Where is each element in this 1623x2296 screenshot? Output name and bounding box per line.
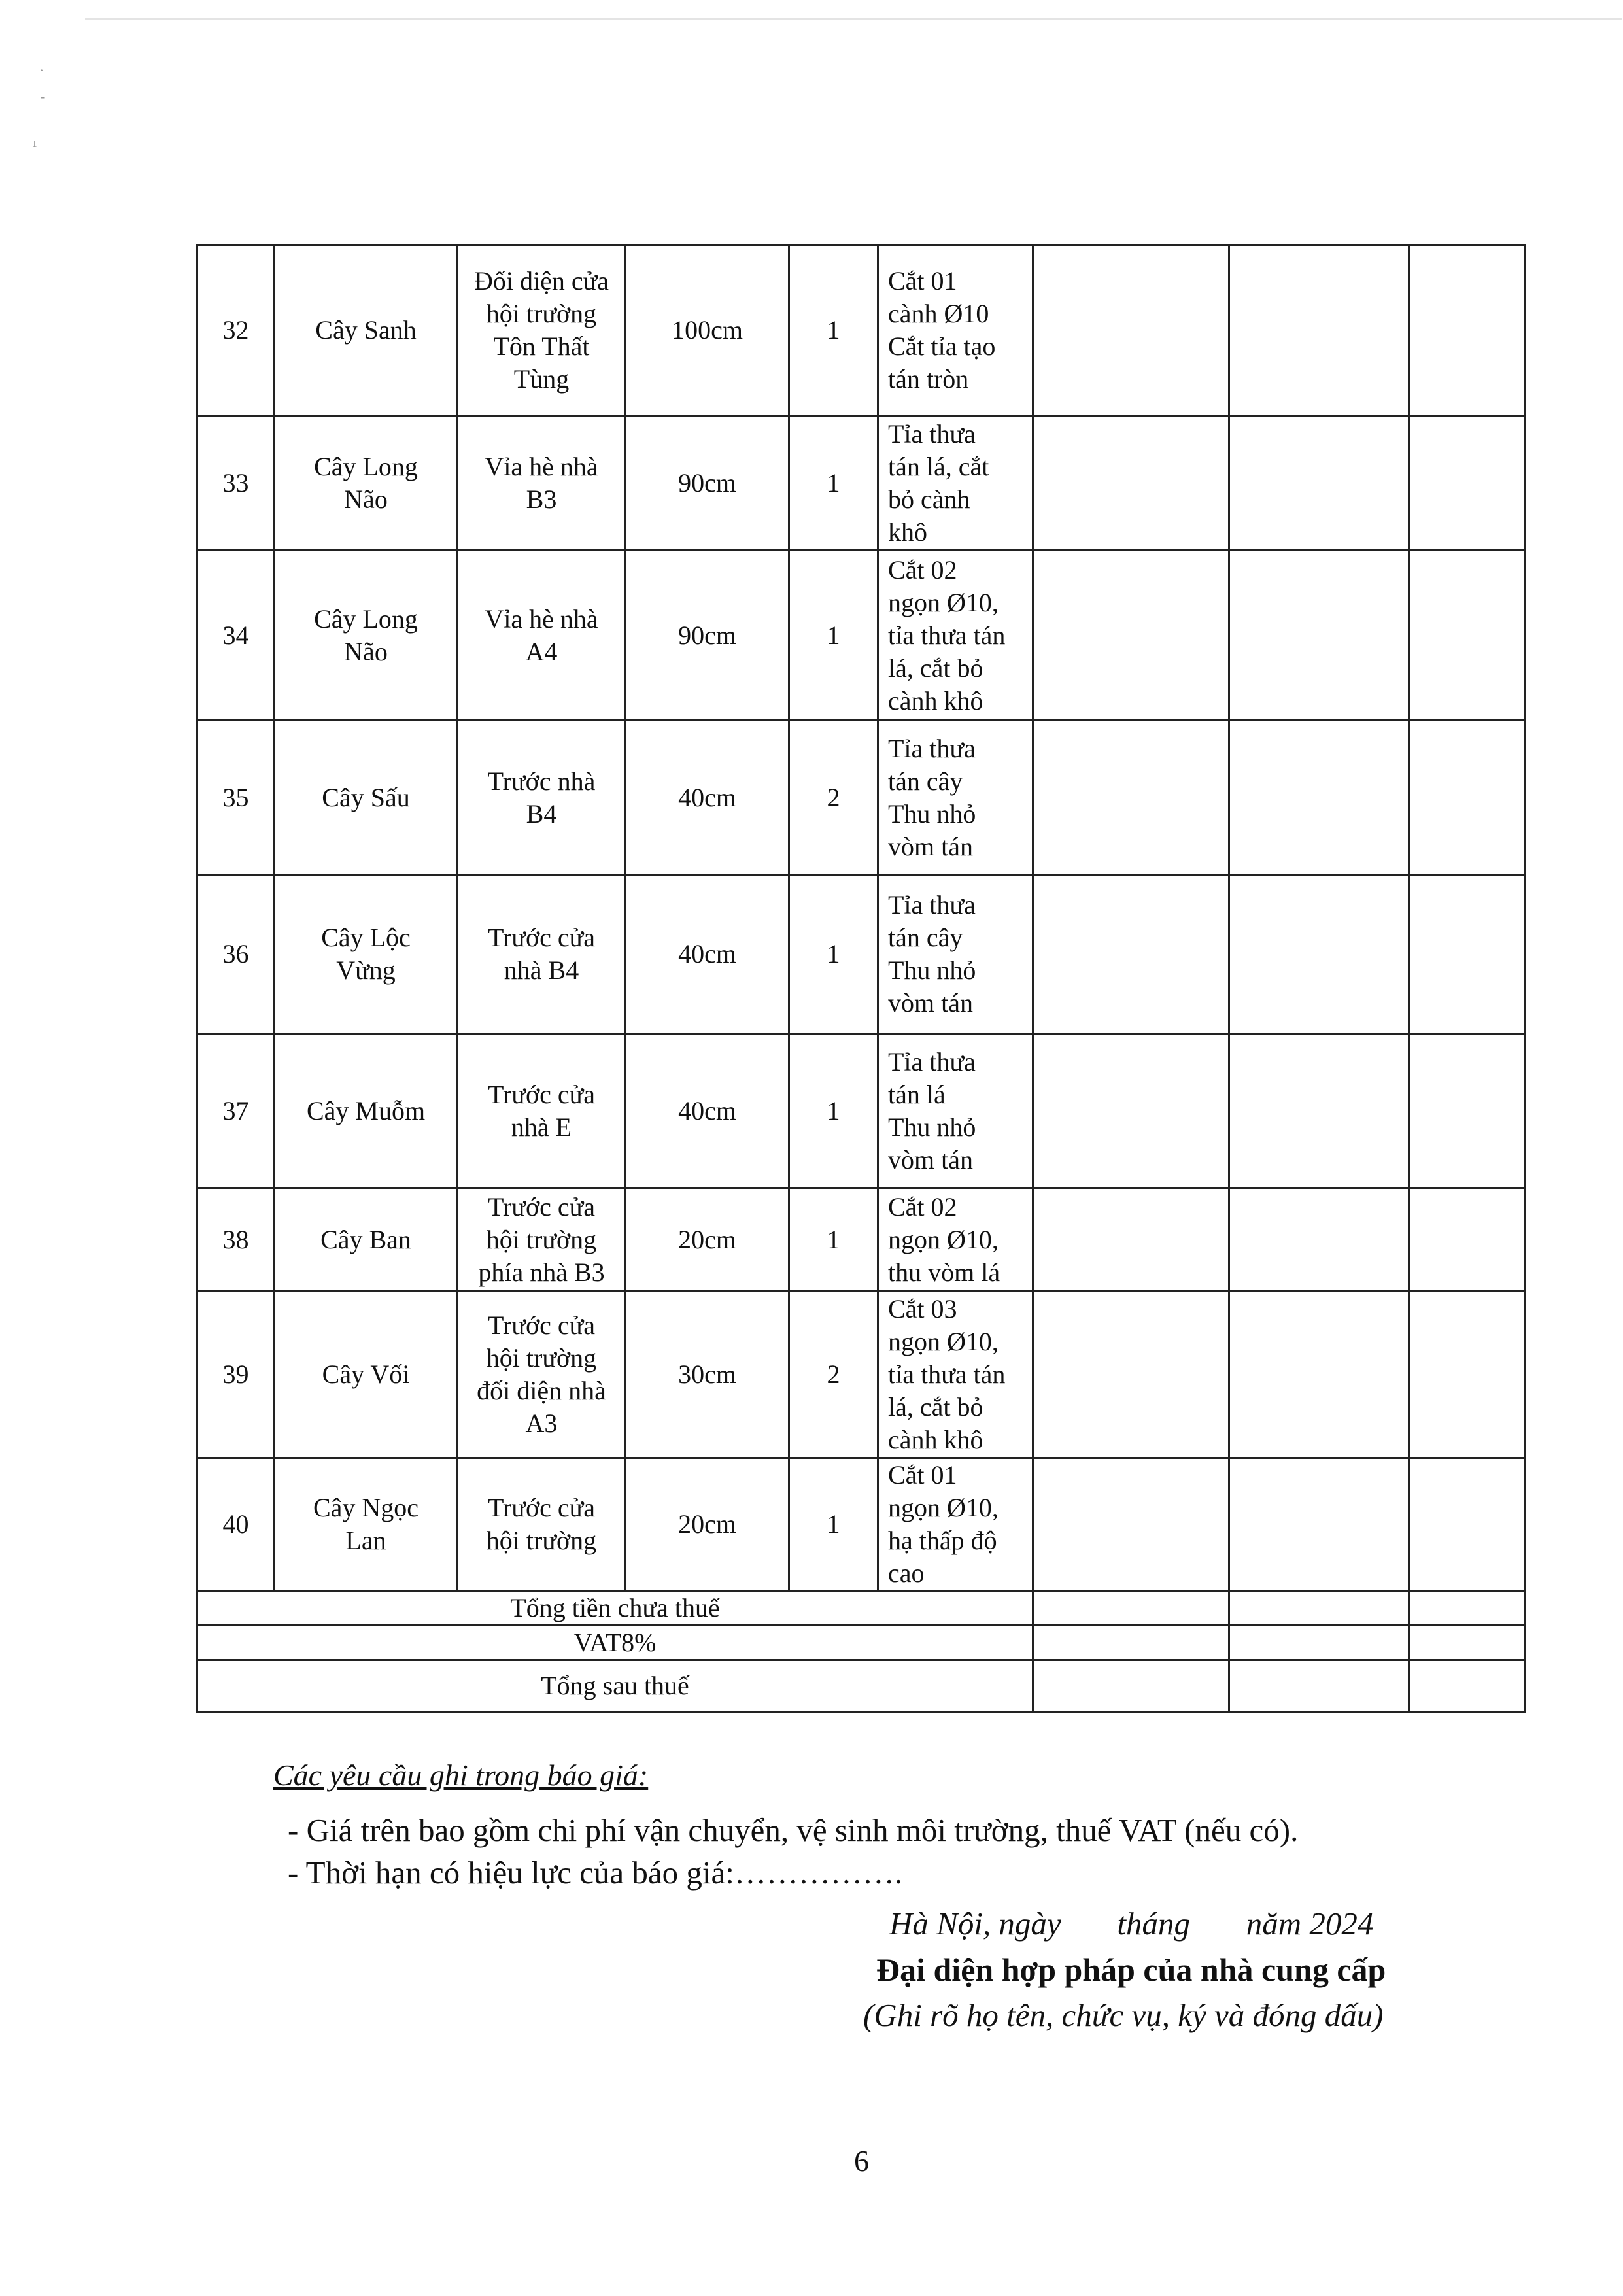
cell-work-line: vòm tán (888, 831, 973, 861)
cell-size: 90cm (626, 551, 789, 721)
cell-location-line: B3 (526, 484, 557, 514)
cell-name-line: Cây Vối (322, 1360, 410, 1389)
cell-empty (1409, 1292, 1525, 1458)
cell-work-line: cao (888, 1558, 925, 1588)
cell-no: 35 (197, 721, 275, 875)
vat-extra (1229, 1626, 1409, 1660)
cell-work-line: Cắt 01 (888, 266, 957, 296)
cell-location-line: nhà B4 (504, 955, 579, 985)
total-before-tax-row (197, 1591, 1525, 1626)
cell-work-line: tỉa thưa tán (888, 1360, 1006, 1389)
vat-label: VAT8% (197, 1626, 1033, 1660)
cell-work (878, 245, 1033, 416)
cell-empty (1409, 1034, 1525, 1188)
cell-location (458, 245, 626, 416)
cell-location (458, 1458, 626, 1591)
cell-location-line: Trước cửa (487, 1191, 596, 1222)
cell-location (458, 416, 626, 551)
cell-qty: 1 (789, 551, 878, 721)
cell-location (458, 551, 626, 721)
cell-name-line: Cây Ban (320, 1224, 411, 1254)
cell-work-line: Thu nhỏ (888, 798, 976, 829)
cell-name-line: Cây Sanh (315, 315, 417, 345)
cell-work-line: lá, cắt bỏ (888, 653, 983, 683)
cell-work-line: tán cây (888, 923, 963, 952)
cell-qty: 1 (789, 875, 878, 1034)
cell-name (275, 1188, 458, 1292)
cell-work-line: Tỉa thưa (888, 1046, 976, 1076)
cell-work-line: Cắt 01 (888, 1460, 957, 1490)
total-after-tax-row (197, 1660, 1525, 1712)
quote-table (196, 244, 1526, 1713)
total-after-tax-extra (1409, 1660, 1525, 1712)
signature-note: (Ghi rõ họ tên, chức vụ, ký và đóng dấu) (863, 1997, 1384, 2033)
cell-qty: 2 (789, 1292, 878, 1458)
cell-location-line: Vỉa hè nhà (485, 451, 598, 481)
cell-no: 39 (197, 1292, 275, 1458)
cell-work-line: ngọn Ø10, (888, 1327, 999, 1356)
cell-empty (1409, 721, 1525, 875)
cell-work-line: tỉa thưa tán (888, 620, 1006, 650)
cell-no: 33 (197, 416, 275, 551)
cell-work-line: Cắt 02 (888, 1191, 957, 1222)
cell-size: 20cm (626, 1458, 789, 1591)
cell-name-line: Não (344, 484, 388, 514)
cell-empty (1229, 1188, 1409, 1292)
cell-location-line: phía nhà B3 (478, 1257, 605, 1287)
cell-empty (1033, 1188, 1229, 1292)
cell-work-line: Tỉa thưa (888, 890, 976, 919)
cell-work-line: ngọn Ø10, (888, 1493, 999, 1522)
cell-location-line: Trước cửa (487, 923, 596, 952)
cell-location (458, 1188, 626, 1292)
cell-work (878, 1034, 1033, 1188)
cell-no: 32 (197, 245, 275, 416)
total-before-tax-amount (1033, 1591, 1229, 1626)
cell-empty (1033, 245, 1229, 416)
cell-work-line: cành khô (888, 685, 983, 715)
cell-name-line: Vừng (336, 955, 396, 985)
scan-speck: - (41, 88, 46, 105)
cell-name-line: Cây Muỗm (306, 1095, 426, 1125)
cell-location-line: đối diện nhà (477, 1376, 606, 1405)
cell-work-line: cành Ø10 (888, 299, 989, 328)
cell-empty (1229, 1458, 1409, 1591)
cell-no: 38 (197, 1188, 275, 1292)
cell-location-line: Trước cửa (487, 1311, 596, 1340)
cell-location-line: Tôn Thất (493, 332, 590, 361)
cell-work (878, 1292, 1033, 1458)
cell-empty (1229, 1292, 1409, 1458)
cell-empty (1033, 875, 1229, 1034)
item-row (197, 551, 1525, 721)
cell-empty (1409, 551, 1525, 721)
cell-work-line: tán lá, cắt (888, 451, 989, 481)
cell-empty (1033, 721, 1229, 875)
cell-work-line: lá, cắt bỏ (888, 1392, 983, 1422)
cell-no: 37 (197, 1034, 275, 1188)
cell-empty (1409, 416, 1525, 551)
item-row (197, 1458, 1525, 1591)
page-number: 6 (854, 2144, 869, 2178)
item-row (197, 1292, 1525, 1458)
cell-work-line: Cắt 02 (888, 555, 957, 585)
cell-name (275, 416, 458, 551)
total-after-tax-extra (1229, 1660, 1409, 1712)
total-before-tax-extra (1409, 1591, 1525, 1626)
cell-empty (1033, 1034, 1229, 1188)
item-row (197, 245, 1525, 416)
cell-work-line: tán cây (888, 766, 963, 796)
cell-work (878, 1458, 1033, 1591)
cell-location-line: Đối diện cửa (473, 266, 609, 296)
cell-size: 100cm (626, 245, 789, 416)
requirement-price-includes: - Giá trên bao gồm chi phí vận chuyển, vệ sinh môi trường, thuế VAT (nếu có). (288, 1812, 1299, 1848)
cell-location-line: hội trường (486, 1526, 597, 1555)
cell-work-line: vòm tán (888, 988, 973, 1018)
cell-work-line: vòm tán (888, 1144, 973, 1174)
cell-size: 30cm (626, 1292, 789, 1458)
cell-name-line: Cây Long (314, 604, 418, 634)
cell-size: 40cm (626, 721, 789, 875)
cell-work (878, 721, 1033, 875)
cell-work-line: thu vòm lá (888, 1257, 1000, 1287)
cell-empty (1229, 721, 1409, 875)
cell-empty (1229, 875, 1409, 1034)
cell-location-line: Trước cửa (487, 1079, 596, 1109)
vat-extra (1409, 1626, 1525, 1660)
cell-location-line: Tùng (513, 364, 570, 394)
cell-location-line: nhà E (511, 1112, 572, 1142)
cell-work-line: khô (888, 517, 927, 547)
cell-empty (1409, 875, 1525, 1034)
cell-empty (1409, 1458, 1525, 1591)
scan-speck: · (39, 62, 44, 78)
cell-name-line: Cây Long (314, 451, 418, 481)
cell-empty (1033, 1458, 1229, 1591)
cell-empty (1229, 1034, 1409, 1188)
cell-work (878, 875, 1033, 1034)
cell-work-line: Tỉa thưa (888, 733, 976, 763)
cell-size: 40cm (626, 1034, 789, 1188)
total-after-tax-amount (1033, 1660, 1229, 1712)
cell-empty (1033, 551, 1229, 721)
cell-qty: 2 (789, 721, 878, 875)
cell-work-line: tán tròn (888, 364, 969, 394)
cell-location (458, 875, 626, 1034)
item-row (197, 1034, 1525, 1188)
cell-location-line: hội trường (486, 1343, 597, 1373)
cell-location-line: Vỉa hè nhà (485, 604, 598, 634)
item-row (197, 416, 1525, 551)
cell-name (275, 1458, 458, 1591)
cell-qty: 1 (789, 1458, 878, 1591)
requirement-validity: - Thời hạn có hiệu lực của báo giá:……………. (288, 1855, 903, 1891)
cell-size: 40cm (626, 875, 789, 1034)
cell-work-line: Tỉa thưa (888, 419, 976, 449)
cell-work-line: tán lá (888, 1079, 946, 1109)
cell-qty: 1 (789, 245, 878, 416)
total-after-tax-label: Tổng sau thuế (197, 1660, 1033, 1712)
cell-work-line: Cắt tỉa tạo (888, 332, 996, 361)
cell-qty: 1 (789, 1188, 878, 1292)
cell-work (878, 1188, 1033, 1292)
cell-empty (1409, 245, 1525, 416)
vat-row (197, 1626, 1525, 1660)
cell-location (458, 1034, 626, 1188)
total-before-tax-extra (1229, 1591, 1409, 1626)
cell-work-line: cành khô (888, 1425, 983, 1454)
cell-empty (1033, 1292, 1229, 1458)
cell-empty (1229, 245, 1409, 416)
cell-empty (1409, 1188, 1525, 1292)
signature-representative: Đại diện hợp pháp của nhà cung cấp (876, 1951, 1386, 1988)
cell-work-line: bỏ cành (888, 484, 970, 514)
item-row (197, 1188, 1525, 1292)
cell-work-line: Thu nhỏ (888, 1112, 976, 1142)
total-before-tax-label: Tổng tiền chưa thuế (197, 1591, 1033, 1626)
cell-work-line: hạ thấp độ (888, 1526, 997, 1555)
cell-name (275, 1292, 458, 1458)
scan-top-edge (85, 18, 1622, 20)
cell-size: 20cm (626, 1188, 789, 1292)
cell-work (878, 416, 1033, 551)
table-body (197, 245, 1525, 1712)
cell-no: 34 (197, 551, 275, 721)
cell-location-line: Trước cửa (487, 1493, 596, 1522)
cell-work-line: ngọn Ø10, (888, 1224, 999, 1254)
cell-no: 36 (197, 875, 275, 1034)
cell-name (275, 245, 458, 416)
requirements-title: Các yêu cầu ghi trong báo giá: (273, 1758, 649, 1792)
cell-name-line: Lan (345, 1526, 386, 1555)
cell-no: 40 (197, 1458, 275, 1591)
cell-name-line: Cây Ngọc (313, 1493, 419, 1522)
cell-name (275, 721, 458, 875)
cell-location (458, 721, 626, 875)
cell-qty: 1 (789, 1034, 878, 1188)
cell-location-line: hội trường (486, 1224, 597, 1254)
cell-location-line: Trước nhà (487, 766, 596, 796)
cell-empty (1229, 416, 1409, 551)
cell-location-line: B4 (526, 798, 557, 829)
cell-location-line: hội trường (486, 299, 597, 328)
scan-speck: ı (33, 134, 37, 150)
cell-work-line: ngọn Ø10, (888, 587, 999, 617)
cell-name-line: Cây Sấu (322, 782, 410, 812)
cell-location-line: A4 (525, 636, 558, 666)
cell-qty: 1 (789, 416, 878, 551)
cell-location (458, 1292, 626, 1458)
item-row (197, 721, 1525, 875)
cell-name (275, 875, 458, 1034)
cell-name (275, 1034, 458, 1188)
cell-empty (1229, 551, 1409, 721)
cell-work-line: Thu nhỏ (888, 955, 976, 985)
cell-work-line: Cắt 03 (888, 1294, 957, 1324)
signature-date: Hà Nội, ngày tháng năm 2024 (889, 1906, 1374, 1942)
cell-location-line: A3 (525, 1409, 558, 1438)
cell-empty (1033, 416, 1229, 551)
cell-name-line: Cây Lộc (321, 923, 411, 952)
cell-work (878, 551, 1033, 721)
cell-size: 90cm (626, 416, 789, 551)
vat-amount (1033, 1626, 1229, 1660)
cell-name (275, 551, 458, 721)
item-row (197, 875, 1525, 1034)
cell-name-line: Não (344, 636, 388, 666)
